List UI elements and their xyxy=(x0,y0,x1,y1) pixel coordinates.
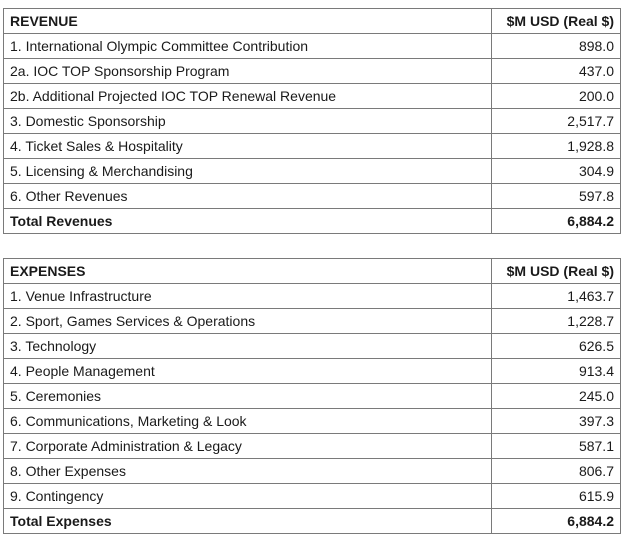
expenses-row xyxy=(4,409,621,434)
revenue-row-label: 1. International Olympic Committee Contribution xyxy=(4,34,492,59)
expenses-row-value: 806.7 xyxy=(492,459,621,484)
expenses-row-label: 7. Corporate Administration & Legacy xyxy=(4,434,492,459)
expenses-row-value: 587.1 xyxy=(492,434,621,459)
revenue-total-value: 6,884.2 xyxy=(492,209,621,234)
revenue-row-value: 1,928.8 xyxy=(492,134,621,159)
expenses-row-label: 4. People Management xyxy=(4,359,492,384)
revenue-row xyxy=(4,184,621,209)
revenue-row xyxy=(4,109,621,134)
revenue-row-label: 5. Licensing & Merchandising xyxy=(4,159,492,184)
revenue-row-label: 2a. IOC TOP Sponsorship Program xyxy=(4,59,492,84)
revenue-header-row xyxy=(4,9,621,34)
expenses-row-label: 9. Contingency xyxy=(4,484,492,509)
revenue-row xyxy=(4,34,621,59)
expenses-table xyxy=(3,258,621,534)
revenue-total-row xyxy=(4,209,621,234)
expenses-total-value: 6,884.2 xyxy=(492,509,621,534)
revenue-row xyxy=(4,134,621,159)
expenses-row-label: 8. Other Expenses xyxy=(4,459,492,484)
expenses-row-value: 1,228.7 xyxy=(492,309,621,334)
expenses-row xyxy=(4,384,621,409)
expenses-row xyxy=(4,359,621,384)
expenses-total-label: Total Expenses xyxy=(4,509,492,534)
expenses-row-label: 5. Ceremonies xyxy=(4,384,492,409)
revenue-table xyxy=(3,8,621,234)
expenses-row xyxy=(4,484,621,509)
revenue-row-value: 304.9 xyxy=(492,159,621,184)
expenses-row-label: 1. Venue Infrastructure xyxy=(4,284,492,309)
revenue-row-value: 898.0 xyxy=(492,34,621,59)
revenue-row xyxy=(4,84,621,109)
revenue-row xyxy=(4,159,621,184)
revenue-header-label: REVENUE xyxy=(4,9,492,34)
expenses-total-row xyxy=(4,509,621,534)
expenses-row xyxy=(4,309,621,334)
expenses-row xyxy=(4,459,621,484)
expenses-row-label: 6. Communications, Marketing & Look xyxy=(4,409,492,434)
expenses-row-value: 913.4 xyxy=(492,359,621,384)
revenue-row-value: 200.0 xyxy=(492,84,621,109)
expenses-row-label: 2. Sport, Games Services & Operations xyxy=(4,309,492,334)
expenses-row-value: 615.9 xyxy=(492,484,621,509)
expenses-header-unit: $M USD (Real $) xyxy=(492,259,621,284)
expenses-row-value: 245.0 xyxy=(492,384,621,409)
revenue-row-label: 6. Other Revenues xyxy=(4,184,492,209)
expenses-row-label: 3. Technology xyxy=(4,334,492,359)
revenue-row-label: 4. Ticket Sales & Hospitality xyxy=(4,134,492,159)
revenue-row-value: 2,517.7 xyxy=(492,109,621,134)
revenue-row-value: 437.0 xyxy=(492,59,621,84)
expenses-row-value: 1,463.7 xyxy=(492,284,621,309)
expenses-header-label: EXPENSES xyxy=(4,259,492,284)
expenses-row-value: 397.3 xyxy=(492,409,621,434)
revenue-total-label: Total Revenues xyxy=(4,209,492,234)
revenue-header-unit: $M USD (Real $) xyxy=(492,9,621,34)
revenue-row-label: 3. Domestic Sponsorship xyxy=(4,109,492,134)
expenses-row xyxy=(4,284,621,309)
expenses-header-row xyxy=(4,259,621,284)
revenue-row-value: 597.8 xyxy=(492,184,621,209)
revenue-row-label: 2b. Additional Projected IOC TOP Renewal Revenue xyxy=(4,84,492,109)
expenses-row xyxy=(4,334,621,359)
expenses-row-value: 626.5 xyxy=(492,334,621,359)
revenue-row xyxy=(4,59,621,84)
expenses-row xyxy=(4,434,621,459)
